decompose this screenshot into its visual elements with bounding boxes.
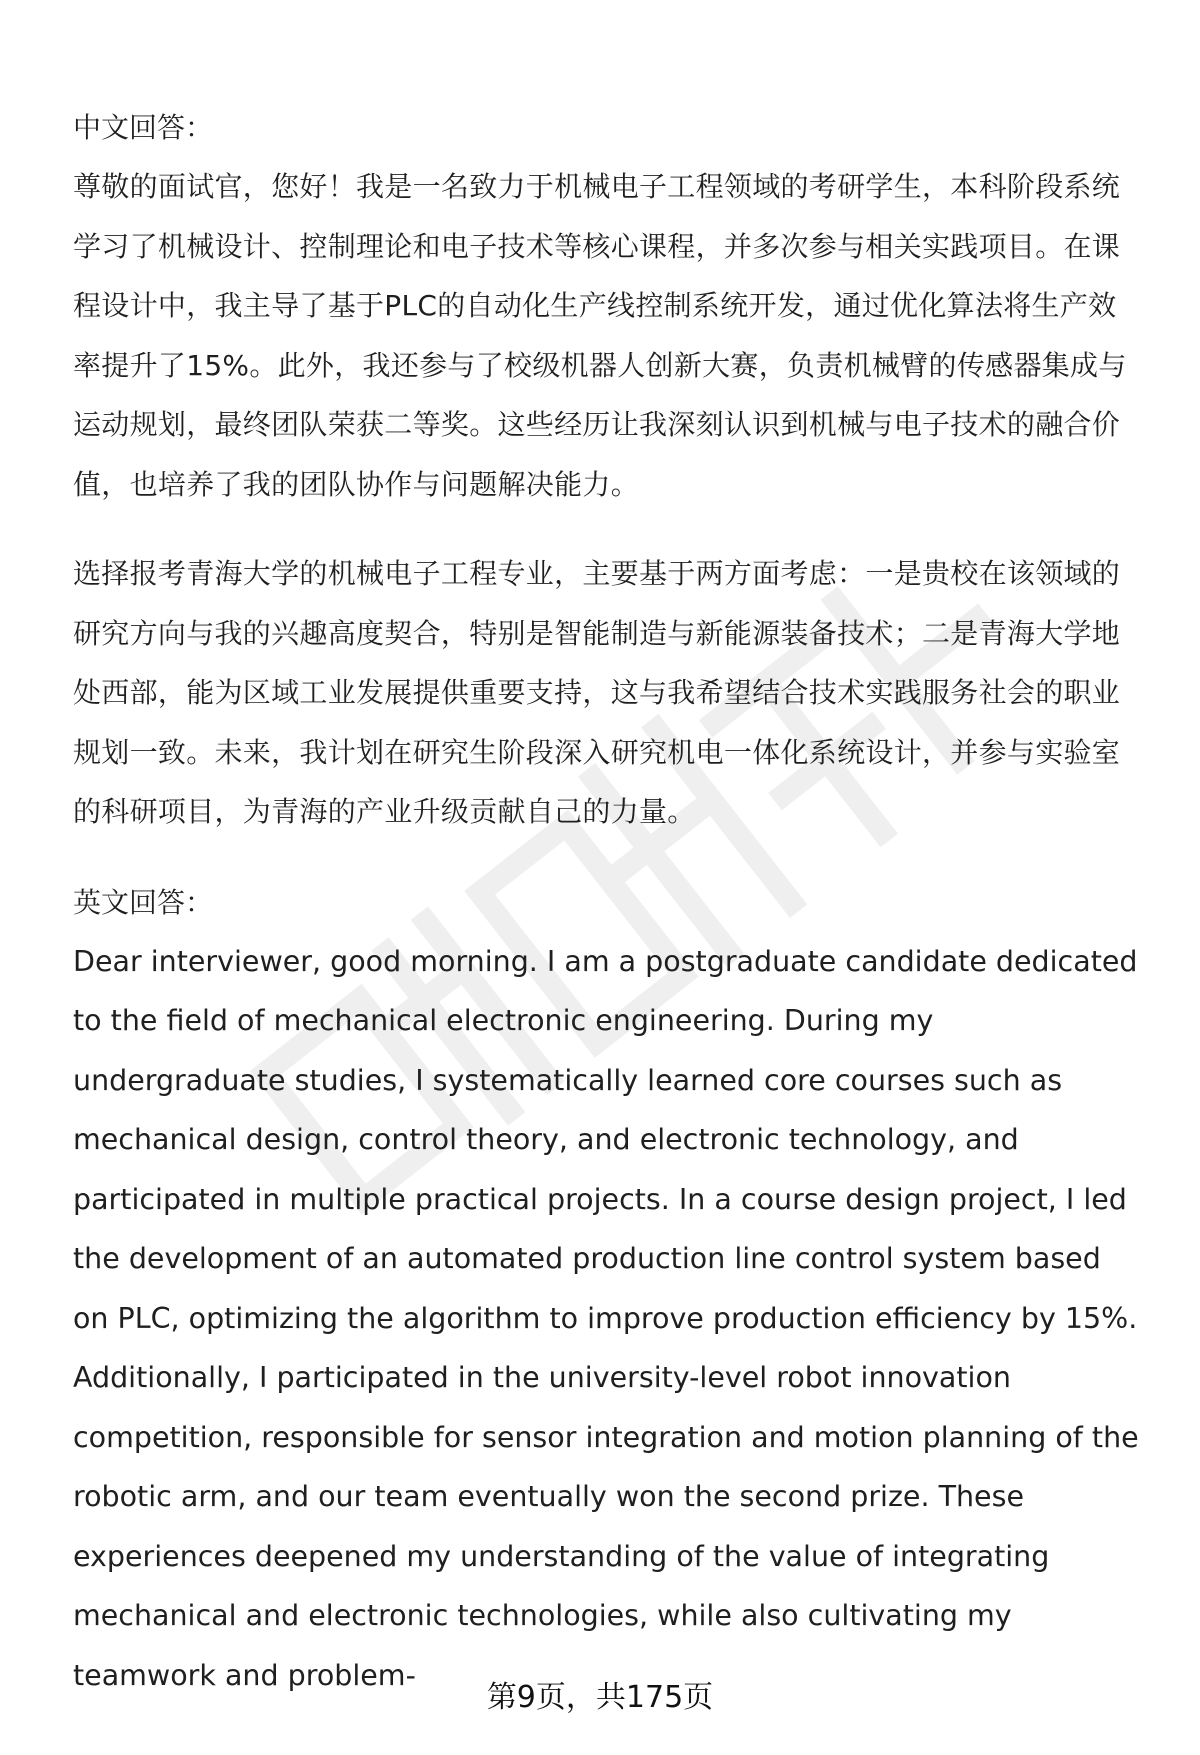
document-body xyxy=(73,98,1143,1705)
english-answer-heading: 英文回答： xyxy=(73,885,214,919)
page-number: 第9页，共175页 xyxy=(486,1680,714,1715)
chinese-answer-paragraph-1: 尊敬的面试官，您好！我是一名致力于机械电子工程领域的考研学生，本科阶段系统学习了机械设计、控制理论和电子技术等核心课程，并多次参与相关实践项目。在课程设计中，我主导了基于PLC的自动化生产线控制系统开发，通过优化算法将生产效率提升了15%。此外，我还参与了校级机器人创新大赛，负责机械臂的传感器集成与运动规划，最终团队荣获二等奖。这些经历让我深刻认识到机械与电子技术的融合价值，也培养了我的团队协作与问题解决能力。 xyxy=(73,170,1127,501)
english-answer-paragraph-1: Dear interviewer, good morning. I am a postgraduate candidate dedicated to the field of mechanical electronic engineering. During my undergraduate studies, I systematically learned core courses such as mechanical design, control theory, and electronic technology, and participated in multiple practical projects. In a course design project, I led the development of an automated production line control system based on PLC, optimizing the algorithm to improve production efficiency by 15%. Additionally, I participated in the university-level robot innovation competition, responsible for sensor integration and motion planning of the robotic arm, and our team eventually won the second prize. These experiences deepened my understanding of the value of integrating mechanical and electronic technologies, while also cultivating my teamwork and problem- xyxy=(73,944,1139,1692)
chinese-answer-paragraph-2: 选择报考青海大学的机械电子工程专业，主要基于两方面考虑：一是贵校在该领域的研究方向与我的兴趣高度契合，特别是智能制造与新能源装备技术；二是青海大学地处西部，能为区域工业发展提供重要支持，这与我希望结合技术实践服务社会的职业规划一致。未来，我计划在研究生阶段深入研究机电一体化系统设计，并参与实验室的科研项目，为青海的产业升级贡献自己的力量。 xyxy=(73,557,1121,828)
chinese-answer-heading: 中文回答： xyxy=(73,111,214,144)
